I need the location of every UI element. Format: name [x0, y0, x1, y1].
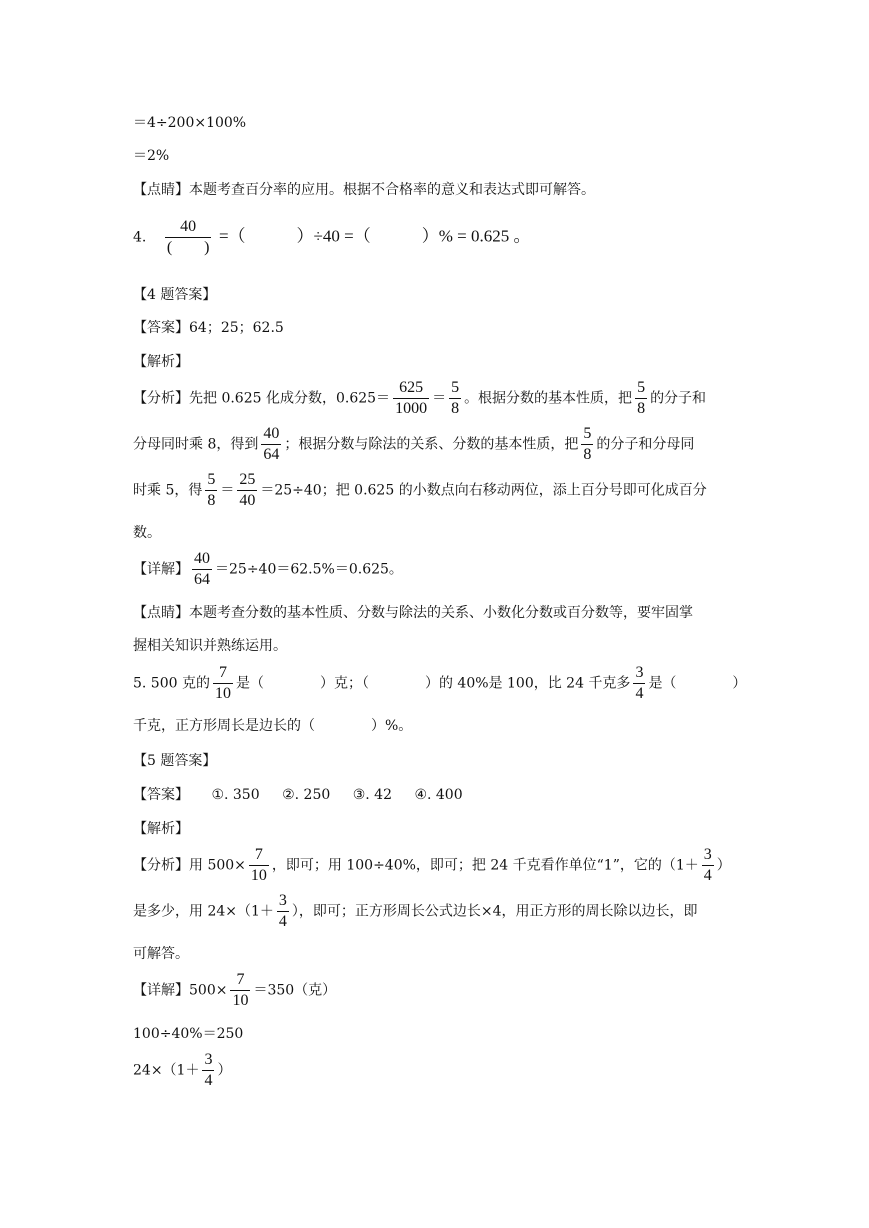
text-segment: 时乘 5，得 — [133, 482, 203, 499]
text-line: ＝4÷200×100% — [133, 115, 247, 131]
detail-line — [133, 551, 403, 588]
answer-line — [133, 786, 463, 804]
fraction-numerator: 7 — [249, 847, 269, 866]
text-segment: 的分子和分母同 — [596, 436, 695, 453]
analysis-line — [133, 380, 706, 417]
text-segment: 【分析】用 500× — [133, 857, 246, 874]
analysis-title: 【解析】 — [133, 354, 189, 370]
fraction — [633, 665, 645, 702]
fraction — [635, 380, 647, 417]
fraction — [202, 1052, 214, 1089]
text-segment: 【分析】先把 0.625 化成分数，0.625＝ — [133, 390, 391, 407]
text-segment: 。根据分数的基本性质，把 — [464, 390, 633, 407]
text-segment: ；根据分数与除法的关系、分数的基本性质，把 — [284, 436, 579, 453]
fraction — [237, 472, 257, 509]
answer-item: ④. 400 — [414, 787, 463, 803]
detail-line — [133, 972, 336, 1009]
fraction-numerator: 40 — [165, 219, 212, 238]
question-text: =（ ）÷40 =（ ）% = 0.625 。 — [218, 226, 531, 246]
analysis-line: 可解答。 — [133, 946, 189, 962]
fraction — [277, 893, 289, 930]
fraction — [393, 380, 429, 417]
fraction-numerator: 5 — [581, 426, 593, 445]
text-segment: 【详解】 — [133, 561, 189, 578]
fraction-denominator: 8 — [451, 400, 460, 417]
answer-item: ①. 350 — [211, 787, 260, 803]
fraction-numerator: 7 — [230, 972, 250, 991]
fraction — [702, 847, 714, 884]
fraction-numerator: 3 — [702, 847, 714, 866]
fraction-numerator: 3 — [277, 893, 289, 912]
fraction-denominator: 4 — [703, 867, 712, 884]
text-segment: 是多少，用 24×（1＋ — [133, 903, 274, 920]
text-segment: ），即可；正方形周长公式边长×4，用正方形的周长除以边长，即 — [291, 903, 698, 920]
question-4 — [133, 219, 530, 256]
text-segment: 是（ ）克；（ ）的 40%是 100，比 24 千克多 — [235, 675, 631, 692]
fraction-numerator: 3 — [633, 665, 645, 684]
text-segment: 24×（1＋ — [133, 1062, 200, 1079]
fraction-numerator: 3 — [202, 1052, 214, 1071]
text-segment: 【详解】500× — [133, 982, 228, 999]
fraction-numerator: 5 — [205, 472, 217, 491]
fraction-denominator: 8 — [583, 446, 592, 463]
text-line: ＝2% — [133, 148, 170, 164]
text-segment: 分母同时乘 8，得到 — [133, 436, 259, 453]
text-segment: ＝ — [220, 482, 235, 499]
text-segment: ＝25÷40＝62.5%＝0.625。 — [215, 561, 403, 578]
answer-title: 【5 题答案】 — [133, 753, 217, 769]
fraction-numerator: 5 — [635, 380, 647, 399]
fraction-denominator: 4 — [635, 685, 644, 702]
fraction — [449, 380, 461, 417]
text-segment: 5. 500 克的 — [133, 675, 210, 692]
analysis-line — [133, 472, 707, 509]
text-segment: ＝25÷40；把 0.625 的小数点向右移动两位，添上百分号即可化成百分 — [260, 482, 707, 499]
text-segment: ） — [217, 1062, 232, 1079]
detail-line — [133, 1052, 231, 1089]
fraction — [230, 972, 250, 1009]
fraction-numerator: 5 — [449, 380, 461, 399]
fraction-denominator: 4 — [278, 913, 287, 930]
answer-item: ③. 42 — [352, 787, 392, 803]
fraction-numerator: 7 — [213, 665, 233, 684]
text-segment: 是（ ） — [648, 675, 747, 692]
note-line: 握相关知识并熟练运用。 — [133, 638, 287, 654]
fraction-numerator: 40 — [261, 426, 281, 445]
fraction — [249, 847, 269, 884]
fraction-denominator: 40 — [239, 492, 256, 509]
answer-line: 【答案】64；25；62.5 — [133, 320, 284, 336]
text-segment: ＝ — [432, 390, 447, 407]
note-line: 【点睛】本题考查百分率的应用。根据不合格率的意义和表达式即可解答。 — [133, 182, 595, 198]
answer-title: 【4 题答案】 — [133, 287, 217, 303]
analysis-line: 数。 — [133, 525, 161, 541]
fraction — [205, 472, 217, 509]
fraction — [165, 219, 212, 256]
analysis-title: 【解析】 — [133, 821, 189, 837]
fraction-denominator: 10 — [232, 992, 249, 1009]
question-5-cont: 千克，正方形周长是边长的（ ）%。 — [133, 718, 413, 734]
text-segment: ） — [716, 857, 731, 874]
text-segment: 的分子和 — [650, 390, 707, 407]
note-line: 【点睛】本题考查分数的基本性质、分数与除法的关系、小数化分数或百分数等，要牢固掌 — [133, 605, 693, 621]
answer-label: 【答案】 — [133, 787, 189, 803]
detail-line: 100÷40%＝250 — [133, 1026, 244, 1042]
fraction-denominator: 10 — [214, 685, 231, 702]
fraction-denominator: 10 — [250, 867, 267, 884]
text-segment: ＝350（克） — [253, 982, 337, 999]
fraction-numerator: 25 — [237, 472, 257, 491]
text-segment: ，即可；用 100÷40%，即可；把 24 千克看作单位“1”，它的（1＋ — [271, 857, 699, 874]
fraction — [213, 665, 233, 702]
question-number: 4. — [133, 229, 147, 246]
fraction-denominator: ( ) — [166, 239, 210, 256]
fraction-denominator: 64 — [194, 571, 210, 588]
question-5 — [133, 665, 746, 702]
analysis-line — [133, 847, 731, 884]
fraction-denominator: 1000 — [395, 400, 428, 417]
fraction-denominator: 8 — [637, 400, 646, 417]
fraction-denominator: 4 — [204, 1072, 213, 1089]
fraction — [192, 551, 212, 588]
fraction-denominator: 8 — [207, 492, 216, 509]
fraction-numerator: 625 — [393, 380, 429, 399]
fraction-denominator: 64 — [263, 446, 280, 463]
fraction — [581, 426, 593, 463]
analysis-line — [133, 893, 698, 930]
answer-item: ②. 250 — [282, 787, 331, 803]
fraction — [261, 426, 281, 463]
fraction-numerator: 40 — [192, 551, 212, 570]
analysis-line — [133, 426, 694, 463]
